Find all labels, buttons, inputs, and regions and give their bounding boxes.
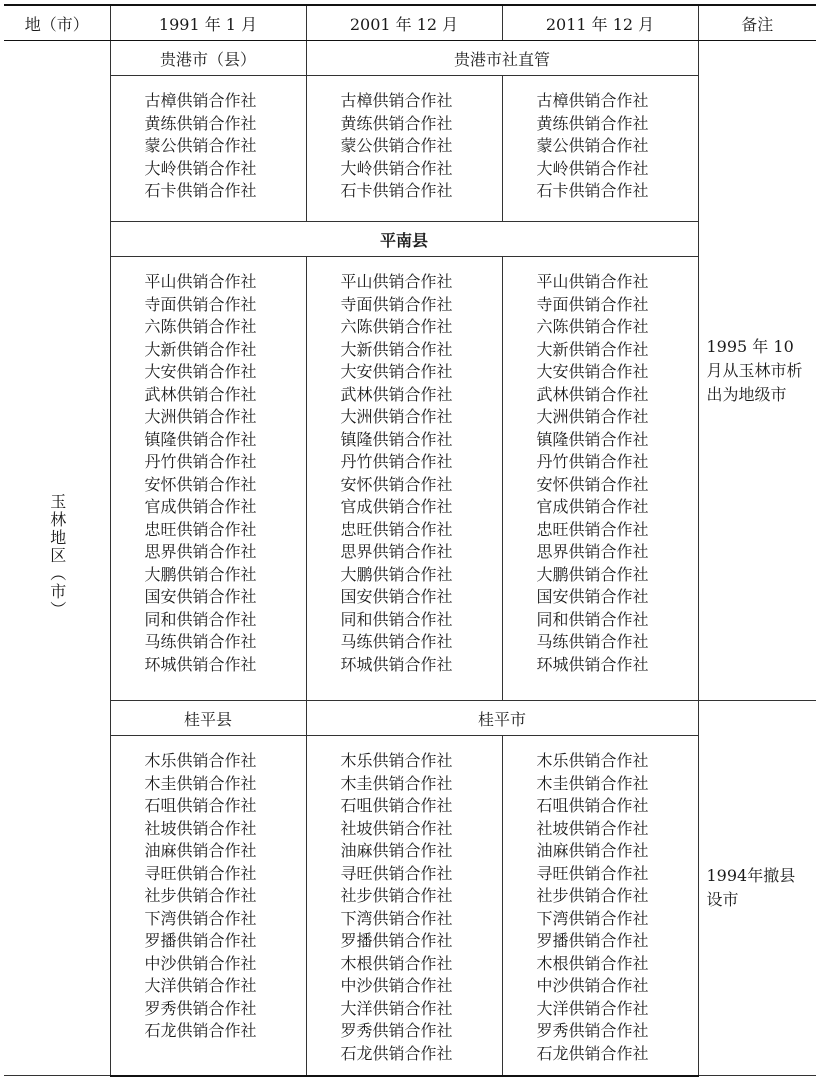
guiping-list-row	[4, 736, 816, 1076]
list-item: 寻旺供销合作社	[144, 863, 257, 883]
list-item: 石咀供销合作社	[144, 796, 257, 815]
list-item: 古樟供销合作社	[340, 91, 453, 110]
list-item: 同和供销合作社	[340, 609, 453, 629]
pingnan-list-2001	[306, 257, 502, 701]
list-item: 蒙公供销合作社	[340, 136, 453, 155]
header-2011: 2011 年 12 月	[502, 5, 698, 41]
list-item: 木乐供销合作社	[536, 751, 649, 770]
guiping-sub-1991: 桂平县	[110, 701, 306, 736]
list-item: 大洋供销合作社	[536, 998, 649, 1018]
list-item: 木根供销合作社	[340, 953, 453, 973]
header-1991: 1991 年 1 月	[110, 5, 306, 41]
list-item: 社坡供销合作社	[144, 818, 257, 838]
guigang-note: 1995 年 10 月从玉林市析出为地级市	[698, 41, 816, 701]
list-item: 木圭供销合作社	[340, 773, 453, 793]
list-item: 石龙供销合作社	[144, 1021, 257, 1040]
list-item: 思界供销合作社	[536, 542, 649, 561]
list-item: 六陈供销合作社	[536, 317, 649, 336]
list-item: 马练供销合作社	[536, 632, 649, 651]
list-item: 国安供销合作社	[144, 587, 257, 606]
list-item: 油麻供销合作社	[536, 841, 649, 860]
list-item: 环城供销合作社	[144, 654, 257, 674]
guiping-list-2001	[306, 736, 502, 1076]
list-item: 国安供销合作社	[536, 587, 649, 606]
list-item: 木圭供销合作社	[144, 773, 257, 793]
list-item: 罗秀供销合作社	[340, 1021, 453, 1040]
list-item: 下湾供销合作社	[340, 908, 453, 928]
list-item: 木乐供销合作社	[144, 751, 257, 770]
list-item: 中沙供销合作社	[340, 976, 453, 995]
list-item: 大岭供销合作社	[144, 158, 257, 178]
guigang-list-2001	[306, 76, 502, 222]
list-item: 武林供销合作社	[536, 384, 649, 404]
guiping-sub-2001-2011: 桂平市	[306, 701, 698, 736]
pingnan-list-1991	[110, 257, 306, 701]
guigang-sub-1991: 贵港市（县）	[110, 41, 306, 76]
list-item: 寺面供销合作社	[144, 294, 257, 314]
coop-table	[4, 4, 816, 1077]
guigang-list-row	[4, 76, 816, 222]
list-item: 古樟供销合作社	[144, 91, 257, 110]
list-item: 社步供销合作社	[144, 886, 257, 905]
list-item: 思界供销合作社	[144, 542, 257, 561]
list-item: 国安供销合作社	[340, 587, 453, 606]
list-item: 大安供销合作社	[536, 362, 649, 381]
list-item: 蒙公供销合作社	[144, 136, 257, 155]
header-2001: 2001 年 12 月	[306, 5, 502, 41]
list-item: 社坡供销合作社	[536, 818, 649, 838]
list-item: 同和供销合作社	[536, 609, 649, 629]
list-item: 六陈供销合作社	[144, 317, 257, 336]
list-item: 思界供销合作社	[340, 542, 453, 561]
list-item: 大新供销合作社	[144, 339, 257, 359]
guiping-list-2011	[502, 736, 698, 1076]
guigang-list-1991	[110, 76, 306, 222]
list-item: 平山供销合作社	[144, 272, 257, 291]
list-item: 忠旺供销合作社	[536, 519, 649, 539]
list-item: 木根供销合作社	[536, 953, 649, 973]
list-item: 石卡供销合作社	[144, 181, 257, 200]
list-item: 下湾供销合作社	[144, 908, 257, 928]
list-item: 石咀供销合作社	[536, 796, 649, 815]
list-item: 官成供销合作社	[144, 497, 257, 516]
list-item: 黄练供销合作社	[144, 113, 257, 133]
list-item: 大岭供销合作社	[536, 158, 649, 178]
list-item: 寺面供销合作社	[340, 294, 453, 314]
list-item: 平山供销合作社	[340, 272, 453, 291]
list-item: 木乐供销合作社	[340, 751, 453, 770]
pingnan-subheader-row	[4, 222, 816, 257]
list-item: 武林供销合作社	[340, 384, 453, 404]
list-item: 罗播供销合作社	[144, 931, 257, 950]
list-item: 官成供销合作社	[340, 497, 453, 516]
list-item: 古樟供销合作社	[536, 91, 649, 110]
list-item: 镇隆供销合作社	[144, 429, 257, 449]
list-item: 安怀供销合作社	[536, 474, 649, 494]
guiping-note: 1994年撤县设市	[698, 701, 816, 1076]
list-item: 大鹏供销合作社	[340, 564, 453, 584]
list-item: 丹竹供销合作社	[536, 452, 649, 471]
list-item: 大新供销合作社	[536, 339, 649, 359]
list-item: 丹竹供销合作社	[144, 452, 257, 471]
list-item: 罗秀供销合作社	[536, 1021, 649, 1040]
list-item: 大安供销合作社	[340, 362, 453, 381]
list-item: 平山供销合作社	[536, 272, 649, 291]
list-item: 寻旺供销合作社	[340, 863, 453, 883]
guiping-subheader-row	[4, 701, 816, 736]
list-item: 环城供销合作社	[536, 654, 649, 674]
region-cell	[4, 41, 110, 1076]
header-region: 地（市）	[4, 5, 110, 41]
header-row	[4, 5, 816, 41]
list-item: 同和供销合作社	[144, 609, 257, 629]
list-item: 大洲供销合作社	[340, 407, 453, 426]
list-item: 丹竹供销合作社	[340, 452, 453, 471]
list-item: 大洲供销合作社	[536, 407, 649, 426]
list-item: 罗播供销合作社	[536, 931, 649, 950]
list-item: 大鹏供销合作社	[144, 564, 257, 584]
list-item: 石龙供销合作社	[340, 1043, 453, 1063]
list-item: 大鹏供销合作社	[536, 564, 649, 584]
header-note: 备注	[698, 5, 816, 41]
list-item: 大洋供销合作社	[340, 998, 453, 1018]
list-item: 油麻供销合作社	[144, 841, 257, 860]
list-item: 大洋供销合作社	[144, 976, 257, 995]
list-item: 社步供销合作社	[536, 886, 649, 905]
guigang-sub-2001-2011: 贵港市社直管	[306, 41, 698, 76]
list-item: 石咀供销合作社	[340, 796, 453, 815]
list-item: 下湾供销合作社	[536, 908, 649, 928]
pingnan-list-2011	[502, 257, 698, 701]
list-item: 中沙供销合作社	[144, 953, 257, 973]
list-item: 环城供销合作社	[340, 654, 453, 674]
list-item: 石龙供销合作社	[536, 1043, 649, 1063]
list-item: 安怀供销合作社	[144, 474, 257, 494]
list-item: 官成供销合作社	[536, 497, 649, 516]
list-item: 石卡供销合作社	[340, 181, 453, 200]
region-label: 玉林地区（市）	[47, 493, 67, 619]
list-item: 安怀供销合作社	[340, 474, 453, 494]
list-item: 油麻供销合作社	[340, 841, 453, 860]
list-item: 大安供销合作社	[144, 362, 257, 381]
list-item: 忠旺供销合作社	[340, 519, 453, 539]
list-item: 大洲供销合作社	[144, 407, 257, 426]
list-item: 马练供销合作社	[144, 632, 257, 651]
list-item: 社步供销合作社	[340, 886, 453, 905]
list-item: 寺面供销合作社	[536, 294, 649, 314]
pingnan-sub: 平南县	[110, 222, 698, 257]
list-item: 罗播供销合作社	[340, 931, 453, 950]
list-item: 忠旺供销合作社	[144, 519, 257, 539]
list-item: 蒙公供销合作社	[536, 136, 649, 155]
list-item: 镇隆供销合作社	[536, 429, 649, 449]
guiping-list-1991	[110, 736, 306, 1076]
list-item: 大岭供销合作社	[340, 158, 453, 178]
list-item: 木圭供销合作社	[536, 773, 649, 793]
list-item: 黄练供销合作社	[536, 113, 649, 133]
list-item: 社坡供销合作社	[340, 818, 453, 838]
pingnan-list-row	[4, 257, 816, 701]
list-item: 大新供销合作社	[340, 339, 453, 359]
list-item: 马练供销合作社	[340, 632, 453, 651]
list-item: 中沙供销合作社	[536, 976, 649, 995]
list-item: 镇隆供销合作社	[340, 429, 453, 449]
guigang-subheader-row	[4, 41, 816, 76]
list-item: 六陈供销合作社	[340, 317, 453, 336]
guigang-list-2011	[502, 76, 698, 222]
list-item: 武林供销合作社	[144, 384, 257, 404]
list-item: 罗秀供销合作社	[144, 998, 257, 1018]
list-item: 寻旺供销合作社	[536, 863, 649, 883]
list-item: 石卡供销合作社	[536, 181, 649, 200]
list-item: 黄练供销合作社	[340, 113, 453, 133]
